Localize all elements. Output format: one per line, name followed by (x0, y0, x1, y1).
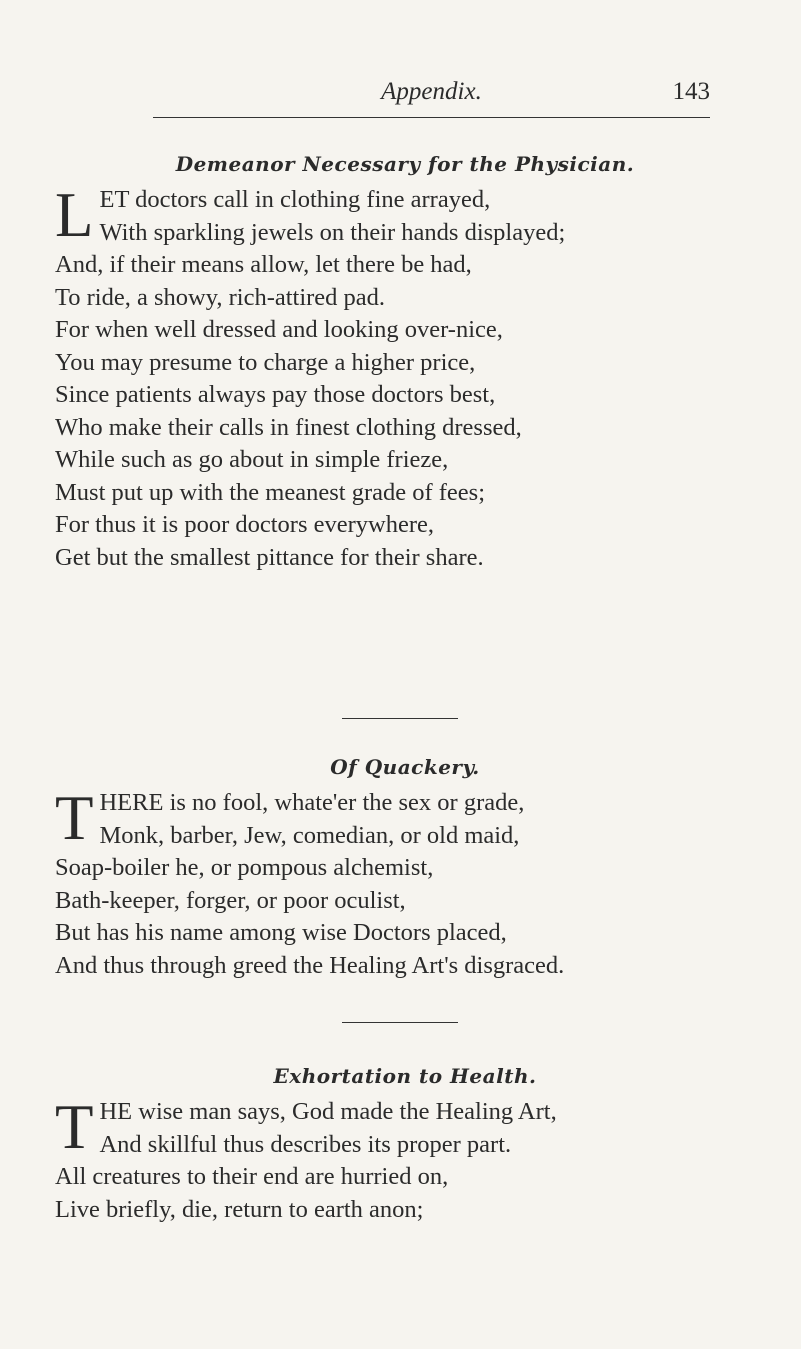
header-rule (153, 117, 710, 118)
poem-body (55, 180, 755, 574)
drop-cap: L (55, 180, 94, 250)
section-heading: Exhortation to Health. (273, 1064, 537, 1088)
drop-cap: T (55, 783, 94, 853)
opening-lines (55, 783, 755, 853)
poem-line: Live briefly, die, return to earth anon; (55, 1195, 424, 1223)
poem-line: Get but the smallest pittance for their share. (55, 543, 484, 571)
poem-line: Since patients always pay those doctors best, (55, 381, 496, 408)
poem-line: HERE is no fool, whate'er the sex or grade, (99, 789, 525, 816)
poem-line: With sparkling jewels on their hands displayed; (99, 218, 566, 246)
poem-body (55, 1092, 755, 1226)
section-heading: Of Quackery. (330, 755, 480, 779)
poem-line: Must put up with the meanest grade of fees; (55, 478, 486, 506)
poem-line: All creatures to their end are hurried on, (55, 1163, 449, 1190)
poem-line: Bath-keeper, forger, or poor oculist, (55, 886, 406, 914)
poem-line: Monk, barber, Jew, comedian, or old maid, (99, 821, 520, 849)
section-divider (342, 718, 458, 719)
running-head (153, 78, 710, 112)
poem-line: And skillful thus describes its proper part. (99, 1130, 512, 1158)
poem-line: But has his name among wise Doctors placed, (55, 919, 507, 946)
section-heading: Demeanor Necessary for the Physician. (175, 152, 635, 176)
poem-section-exhortation (55, 1064, 755, 1226)
page-number: 143 (672, 78, 710, 105)
poem-line: Soap-boiler he, or pompous alchemist, (55, 854, 434, 881)
opening-lines (55, 1092, 755, 1162)
poem-line: HE wise man says, God made the Healing Art, (99, 1098, 557, 1125)
poem-section-demeanor (55, 152, 755, 574)
poem-line: You may presume to charge a higher price, (55, 348, 476, 376)
opening-lines (55, 180, 755, 250)
poem-line: For when well dressed and looking over-nice, (55, 316, 503, 343)
poem-body (55, 783, 755, 982)
poem-line: To ride, a showy, rich-attired pad. (55, 283, 386, 311)
poem-line: While such as go about in simple frieze, (55, 446, 449, 473)
running-head-title: Appendix. (381, 78, 482, 105)
poem-line: And thus through greed the Healing Art's disgraced. (55, 951, 565, 979)
poem-line: For thus it is poor doctors everywhere, (55, 511, 434, 538)
drop-cap: T (55, 1092, 94, 1162)
poem-section-quackery (55, 755, 755, 982)
section-divider (342, 1022, 458, 1023)
poem-line: Who make their calls in finest clothing dressed, (55, 413, 522, 441)
poem-line: ET doctors call in clothing fine arrayed, (99, 186, 491, 213)
poem-line: And, if their means allow, let there be had, (55, 251, 472, 278)
